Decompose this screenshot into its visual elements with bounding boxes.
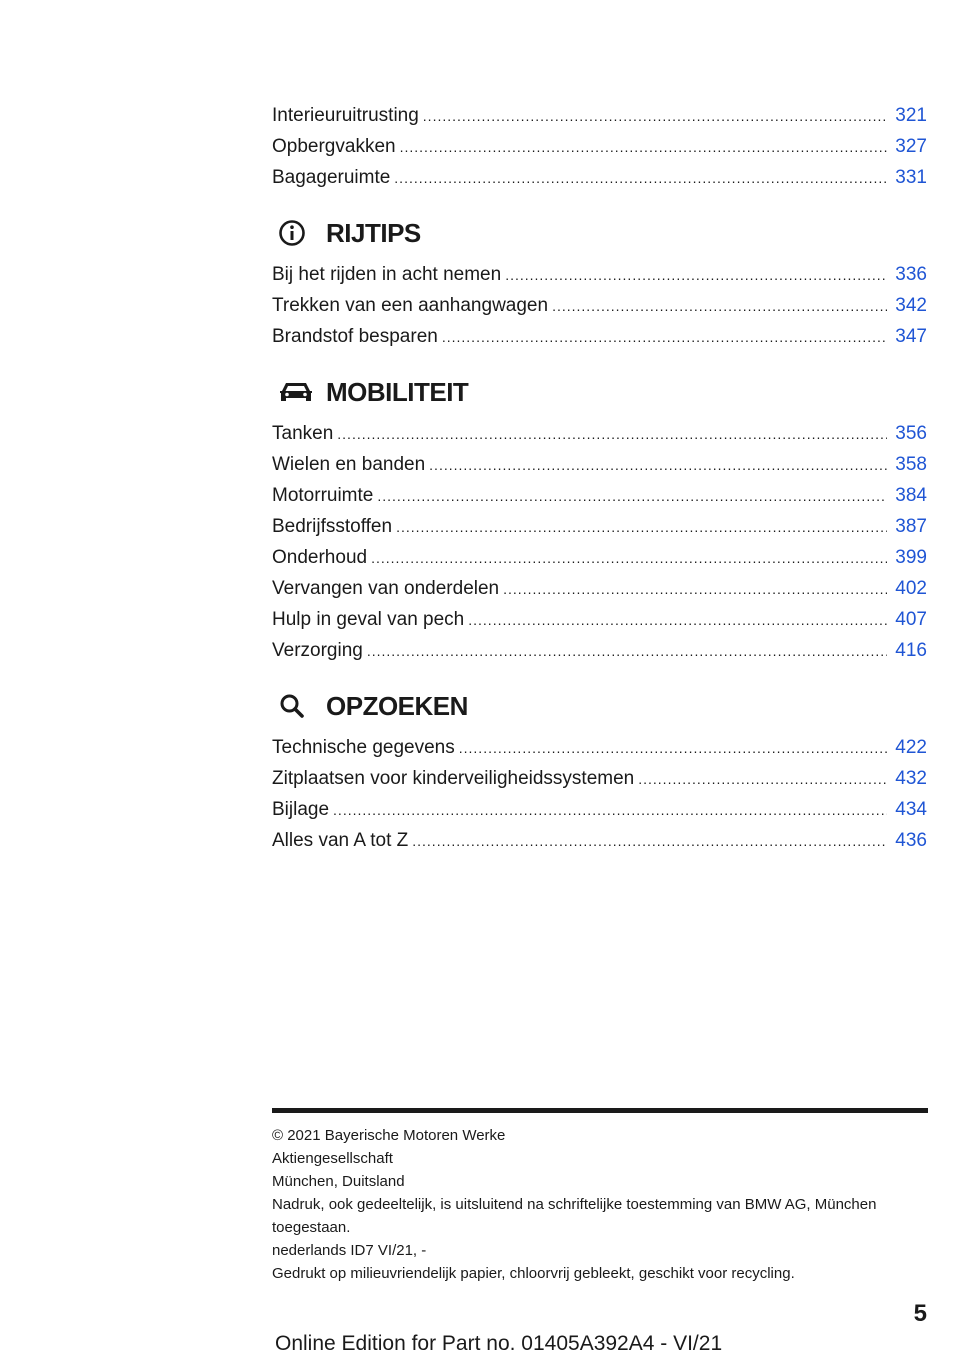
table-of-contents <box>272 100 927 856</box>
toc-entry[interactable] <box>272 604 927 635</box>
toc-entry-page[interactable]: 327 <box>895 136 927 157</box>
toc-entry[interactable] <box>272 131 927 162</box>
toc-entry[interactable] <box>272 290 927 321</box>
toc-leader-dots <box>459 733 887 764</box>
toc-entry-title: Motorruimte <box>272 485 374 506</box>
toc-entry-page[interactable]: 331 <box>895 167 927 188</box>
toc-section-mobiliteit <box>272 374 927 666</box>
toc-entry[interactable] <box>272 732 927 763</box>
toc-leader-dots <box>400 132 887 163</box>
toc-leader-dots <box>468 605 887 636</box>
toc-entry-title: Alles van A tot Z <box>272 830 409 851</box>
toc-entry-page[interactable]: 342 <box>895 295 927 316</box>
toc-entry[interactable] <box>272 100 927 131</box>
toc-entry-title: Tanken <box>272 423 334 444</box>
section-heading <box>272 688 927 724</box>
toc-entry-page[interactable]: 436 <box>895 830 927 851</box>
car-icon <box>278 374 318 410</box>
imprint-company: Aktiengesellschaft <box>272 1150 393 1167</box>
toc-leader-dots <box>429 450 887 481</box>
toc-entry-title: Technische gegevens <box>272 737 455 758</box>
toc-entry-title: Bijlage <box>272 799 330 820</box>
toc-leader-dots <box>503 574 887 605</box>
toc-leader-dots <box>505 260 887 291</box>
toc-entry-page[interactable]: 434 <box>895 799 927 820</box>
toc-leader-dots <box>412 826 887 857</box>
page-number: 5 <box>913 1300 927 1327</box>
toc-entry[interactable] <box>272 542 927 573</box>
toc-entry-title: Bij het rijden in acht nemen <box>272 264 502 285</box>
toc-entry-page[interactable]: 336 <box>895 264 927 285</box>
search-icon <box>278 688 318 724</box>
toc-entry-title: Onderhoud <box>272 547 368 568</box>
imprint-reprint-notice: Nadruk, ook gedeeltelijk, is uitsluitend na schriftelijke toestemming van BMW AG, München toegestaan. <box>272 1196 877 1236</box>
toc-entry-page[interactable]: 347 <box>895 326 927 347</box>
toc-entry[interactable] <box>272 573 927 604</box>
toc-entry-page[interactable]: 432 <box>895 768 927 789</box>
toc-entry[interactable] <box>272 763 927 794</box>
toc-entry-page[interactable]: 399 <box>895 547 927 568</box>
toc-top-entries <box>272 100 927 193</box>
toc-entry-title: Bagageruimte <box>272 167 391 188</box>
toc-leader-dots <box>396 512 887 543</box>
toc-leader-dots <box>371 543 887 574</box>
toc-entry-title: Vervangen van onderdelen <box>272 578 500 599</box>
toc-entry-title: Hulp in geval van pech <box>272 609 465 630</box>
toc-leader-dots <box>377 481 887 512</box>
toc-leader-dots <box>333 795 887 826</box>
info-icon <box>278 215 318 251</box>
toc-entry-title: Zitplaatsen voor kinderveiligheidssystemen <box>272 768 635 789</box>
imprint <box>272 1124 928 1285</box>
toc-entry-page[interactable]: 321 <box>895 105 927 126</box>
section-title: OPZOEKEN <box>326 690 468 721</box>
toc-entry-title: Interieuruitrusting <box>272 105 419 126</box>
toc-entry-title: Trekken van een aanhangwagen <box>272 295 549 316</box>
toc-entry-title: Wielen en banden <box>272 454 426 475</box>
toc-leader-dots <box>638 764 887 795</box>
toc-entry-page[interactable]: 416 <box>895 640 927 661</box>
footer-divider <box>272 1108 928 1113</box>
toc-entry-page[interactable]: 384 <box>895 485 927 506</box>
imprint-location: München, Duitsland <box>272 1173 405 1190</box>
imprint-paper-notice: Gedrukt op milieuvriendelijk papier, chloorvrij gebleekt, geschikt voor recycling. <box>272 1265 795 1282</box>
toc-entry-page[interactable]: 387 <box>895 516 927 537</box>
toc-leader-dots <box>442 322 887 353</box>
toc-entry[interactable] <box>272 162 927 193</box>
toc-entry[interactable] <box>272 321 927 352</box>
toc-entry-title: Bedrijfsstoffen <box>272 516 393 537</box>
toc-entry-title: Brandstof besparen <box>272 326 438 347</box>
section-title: MOBILITEIT <box>326 376 469 407</box>
toc-entry-page[interactable]: 358 <box>895 454 927 475</box>
toc-entry-page[interactable]: 402 <box>895 578 927 599</box>
section-heading <box>272 215 927 251</box>
toc-section-opzoeken <box>272 688 927 856</box>
toc-leader-dots <box>394 163 887 194</box>
toc-entry[interactable] <box>272 418 927 449</box>
toc-entry-page[interactable]: 407 <box>895 609 927 630</box>
toc-leader-dots <box>367 636 887 667</box>
toc-entry[interactable] <box>272 794 927 825</box>
section-heading <box>272 374 927 410</box>
toc-entry[interactable] <box>272 511 927 542</box>
toc-entry-title: Opbergvakken <box>272 136 396 157</box>
toc-entry[interactable] <box>272 449 927 480</box>
toc-leader-dots <box>337 419 887 450</box>
section-title: RIJTIPS <box>326 217 421 248</box>
toc-entry-page[interactable]: 356 <box>895 423 927 444</box>
toc-section-rijtips <box>272 215 927 352</box>
imprint-edition: nederlands ID7 VI/21, - <box>272 1242 427 1259</box>
imprint-copyright: © 2021 Bayerische Motoren Werke <box>272 1127 506 1144</box>
watermark: Online Edition for Part no. 01405A392A4 - VI/21 <box>275 1332 723 1355</box>
toc-entry-page[interactable]: 422 <box>895 737 927 758</box>
toc-entry[interactable] <box>272 635 927 666</box>
toc-leader-dots <box>423 101 887 132</box>
toc-entry[interactable] <box>272 259 927 290</box>
toc-entry[interactable] <box>272 480 927 511</box>
toc-leader-dots <box>552 291 887 322</box>
toc-entry-title: Verzorging <box>272 640 363 661</box>
toc-entry[interactable] <box>272 825 927 856</box>
